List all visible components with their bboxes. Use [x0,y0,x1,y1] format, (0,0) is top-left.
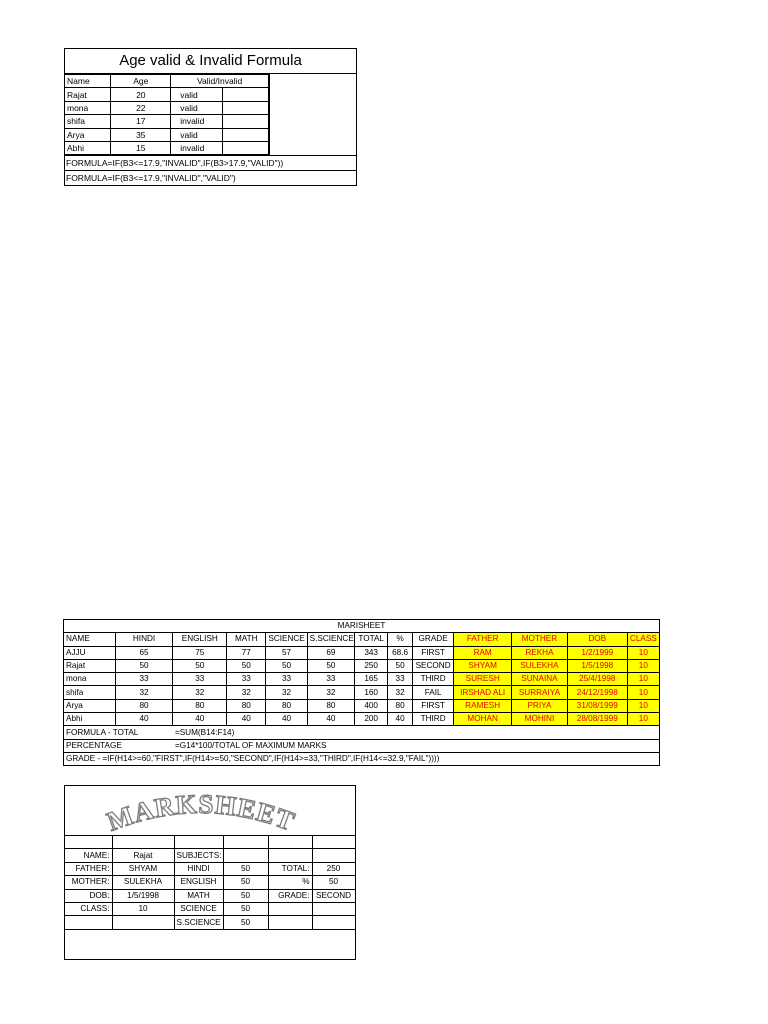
sscience-cell[interactable]: 40 [307,713,355,726]
total-cell[interactable]: 400 [355,699,388,712]
empty-cell[interactable] [312,836,355,849]
formula-total[interactable]: =SUM(B14:F14) [173,726,660,739]
student-row [64,659,660,672]
name-cell[interactable]: shifa [64,686,116,699]
total-cell[interactable]: 250 [355,659,388,672]
pct-label[interactable]: % [268,876,312,889]
name-cell[interactable]: Rajat [65,88,111,101]
age-cell[interactable]: 15 [111,141,171,154]
science-cell[interactable]: 57 [266,646,307,659]
formula-grade-row [64,752,660,765]
card-table [65,835,356,930]
header-cell[interactable]: MATH [227,633,266,646]
name-cell[interactable]: mona [65,101,111,114]
father-cell[interactable]: IRSHAD ALI [454,686,512,699]
hindi-cell[interactable]: 50 [115,659,173,672]
subject-mark[interactable]: 50 [223,902,268,915]
name-cell[interactable]: Arya [65,128,111,141]
age-sheet-title: Age valid & Invalid Formula [65,49,356,74]
sscience-cell[interactable]: 69 [307,646,355,659]
svg-text:MARKSHEET [103,790,299,837]
mother-cell[interactable]: SUNAINA [512,673,568,686]
logo-text: MARKSHEET [103,790,300,837]
marksheet-header-row [64,633,660,646]
pct-cell[interactable]: 40 [388,713,413,726]
subject-mark[interactable]: 50 [223,889,268,902]
subject-name[interactable]: S.SCIENCE [174,916,223,929]
math-cell[interactable]: 50 [227,659,266,672]
class-cell[interactable]: 10 [627,713,659,726]
father-cell[interactable]: SHYAM [454,659,512,672]
dob-cell[interactable]: 1/5/1998 [567,659,627,672]
subject-name[interactable]: ENGLISH [174,876,223,889]
subjects-label[interactable]: SUBJECTS: [174,849,223,862]
header-cell[interactable]: % [388,633,413,646]
marksheet-wordart-logo [101,790,301,838]
father-cell[interactable]: RAM [454,646,512,659]
total-value[interactable]: 250 [312,862,355,875]
formula-grade[interactable]: GRADE - =IF(H14>=60,"FIRST",IF(H14>=50,"SECOND",IF(H14>=33,"THIRD",IF(H14<=32.9,"FAIL")))) [64,752,660,765]
hindi-cell[interactable]: 65 [115,646,173,659]
grade-label[interactable]: GRADE: [268,889,312,902]
status-cell[interactable]: valid [171,101,223,114]
age-row [65,101,269,114]
card-row [65,916,355,929]
age-cell[interactable]: 17 [111,115,171,128]
student-row [64,699,660,712]
empty-cell[interactable] [268,902,312,915]
total-cell[interactable]: 200 [355,713,388,726]
father-cell[interactable]: SURESH [454,673,512,686]
empty-cell[interactable] [223,101,269,114]
science-cell[interactable]: 32 [266,686,307,699]
name-cell[interactable]: Abhi [65,141,111,154]
empty-cell[interactable] [112,916,174,929]
empty-cell[interactable] [223,849,268,862]
empty-cell[interactable] [312,916,355,929]
grade-value[interactable]: SECOND [312,889,355,902]
card-row [65,849,355,862]
name-cell[interactable]: AJJU [64,646,116,659]
card-blank-row [65,836,355,849]
age-row [65,128,269,141]
empty-cell[interactable] [223,836,268,849]
marksheet-table [63,619,660,766]
mother-value[interactable]: SULEKHA [112,876,174,889]
english-cell[interactable]: 40 [173,713,227,726]
empty-cell[interactable] [223,115,269,128]
dob-label[interactable]: DOB: [65,889,112,902]
formula-total-row [64,726,660,739]
subject-name[interactable]: HINDI [174,862,223,875]
empty-cell[interactable] [223,141,269,154]
pct-cell[interactable]: 33 [388,673,413,686]
pct-cell[interactable]: 68.6 [388,646,413,659]
math-cell[interactable]: 40 [227,713,266,726]
english-cell[interactable]: 32 [173,686,227,699]
total-label[interactable]: TOTAL: [268,862,312,875]
science-cell[interactable]: 40 [266,713,307,726]
empty-cell[interactable] [312,902,355,915]
empty-cell[interactable] [312,849,355,862]
empty-cell[interactable] [223,128,269,141]
student-row [64,646,660,659]
card-row [65,862,355,875]
status-cell[interactable]: invalid [171,115,223,128]
name-cell[interactable]: Arya [64,699,116,712]
header-cell[interactable]: ENGLISH [173,633,227,646]
header-valid-cell[interactable]: Valid/Invalid [171,75,269,88]
student-row [64,686,660,699]
age-formula-sheet [64,48,357,186]
class-cell[interactable]: 10 [627,686,659,699]
age-cell[interactable]: 20 [111,88,171,101]
mother-cell[interactable]: PRIYA [512,699,568,712]
header-age-cell[interactable]: Age [111,75,171,88]
empty-cell[interactable] [65,836,112,849]
dob-cell[interactable]: 1/2/1999 [567,646,627,659]
empty-cell[interactable] [268,836,312,849]
hindi-cell[interactable]: 32 [115,686,173,699]
mother-cell[interactable]: SURRAIYA [512,686,568,699]
header-cell[interactable]: DOB [567,633,627,646]
total-cell[interactable]: 343 [355,646,388,659]
age-cell[interactable]: 35 [111,128,171,141]
sscience-cell[interactable]: 50 [307,659,355,672]
dob-cell[interactable]: 28/08/1999 [567,713,627,726]
hindi-cell[interactable]: 33 [115,673,173,686]
card-row [65,889,355,902]
marksheet-body [64,646,660,726]
age-header-row [65,75,269,88]
formula-pct-row [64,739,660,752]
name-value[interactable]: Rajat [112,849,174,862]
hindi-cell[interactable]: 40 [115,713,173,726]
subject-mark[interactable]: 50 [223,916,268,929]
age-cell[interactable]: 22 [111,101,171,114]
class-cell[interactable]: 10 [627,646,659,659]
header-cell[interactable]: HINDI [115,633,173,646]
dob-cell[interactable]: 25/4/1998 [567,673,627,686]
english-cell[interactable]: 50 [173,659,227,672]
pct-cell[interactable]: 80 [388,699,413,712]
status-cell[interactable]: invalid [171,141,223,154]
formula-pct-label[interactable]: PERCENTAGE [64,739,173,752]
age-formula-2[interactable]: FORMULA=IF(B3<=17.9,"INVALID","VALID") [65,170,356,185]
header-cell[interactable]: SCIENCE [266,633,307,646]
total-cell[interactable]: 165 [355,673,388,686]
name-cell[interactable]: shifa [65,115,111,128]
empty-cell[interactable] [112,836,174,849]
name-cell[interactable]: Abhi [64,713,116,726]
name-cell[interactable]: mona [64,673,116,686]
father-cell[interactable]: RAMESH [454,699,512,712]
card-row [65,902,355,915]
sscience-cell[interactable]: 33 [307,673,355,686]
header-cell[interactable]: S.SCIENCE [307,633,355,646]
class-value[interactable]: 10 [112,902,174,915]
mother-cell[interactable]: REKHA [512,646,568,659]
class-label[interactable]: CLASS: [65,902,112,915]
science-cell[interactable]: 80 [266,699,307,712]
math-cell[interactable]: 33 [227,673,266,686]
mother-cell[interactable]: SULEKHA [512,659,568,672]
age-row [65,115,269,128]
marksheet-title-row [64,620,660,633]
age-empty-area [269,74,356,155]
english-cell[interactable]: 33 [173,673,227,686]
empty-cell[interactable] [174,836,223,849]
header-name-cell[interactable]: Name [65,75,111,88]
grade-cell[interactable]: FIRST [412,646,453,659]
total-cell[interactable]: 160 [355,686,388,699]
empty-cell[interactable] [223,88,269,101]
class-cell[interactable]: 10 [627,673,659,686]
english-cell[interactable]: 80 [173,699,227,712]
hindi-cell[interactable]: 80 [115,699,173,712]
header-cell[interactable]: GRADE [412,633,453,646]
pct-cell[interactable]: 50 [388,659,413,672]
class-cell[interactable]: 10 [627,659,659,672]
subject-mark[interactable]: 50 [223,862,268,875]
dob-cell[interactable]: 31/08/1999 [567,699,627,712]
student-row [64,713,660,726]
grade-cell[interactable]: FIRST [412,699,453,712]
card-row [65,876,355,889]
formula-pct[interactable]: =G14*100/TOTAL OF MAXIMUM MARKS [173,739,660,752]
age-table [65,74,269,155]
subject-mark[interactable]: 50 [223,876,268,889]
pct-value[interactable]: 50 [312,876,355,889]
dob-value[interactable]: 1/5/1998 [112,889,174,902]
class-cell[interactable]: 10 [627,699,659,712]
mother-label[interactable]: MOTHER: [65,876,112,889]
status-cell[interactable]: valid [171,88,223,101]
science-cell[interactable]: 50 [266,659,307,672]
grade-cell[interactable]: THIRD [412,713,453,726]
age-row [65,141,269,154]
grade-cell[interactable]: FAIL [412,686,453,699]
subject-name[interactable]: SCIENCE [174,902,223,915]
header-cell[interactable]: MOTHER [512,633,568,646]
sscience-cell[interactable]: 32 [307,686,355,699]
header-cell[interactable]: NAME [64,633,116,646]
age-formula-1[interactable]: FORMULA=IF(B3<=17.9,"INVALID",IF(B3>17.9,"VALID")) [65,155,356,170]
marksheet-title[interactable]: MARISHEET [64,620,660,633]
name-cell[interactable]: Rajat [64,659,116,672]
dob-cell[interactable]: 24/12/1998 [567,686,627,699]
science-cell[interactable]: 33 [266,673,307,686]
mother-cell[interactable]: MOHINI [512,713,568,726]
empty-cell[interactable] [268,916,312,929]
empty-cell[interactable] [65,916,112,929]
status-cell[interactable]: valid [171,128,223,141]
grade-cell[interactable]: SECOND [412,659,453,672]
father-label[interactable]: FATHER: [65,862,112,875]
name-label[interactable]: NAME: [65,849,112,862]
english-cell[interactable]: 75 [173,646,227,659]
pct-cell[interactable]: 32 [388,686,413,699]
math-cell[interactable]: 77 [227,646,266,659]
student-row [64,673,660,686]
subject-name[interactable]: MATH [174,889,223,902]
math-cell[interactable]: 32 [227,686,266,699]
header-cell[interactable]: CLASS [627,633,659,646]
formula-total-label[interactable]: FORMULA - TOTAL [64,726,173,739]
father-cell[interactable]: MOHAN [454,713,512,726]
sscience-cell[interactable]: 80 [307,699,355,712]
student-marksheet-card [64,785,356,960]
grade-cell[interactable]: THIRD [412,673,453,686]
father-value[interactable]: SHYAM [112,862,174,875]
header-cell[interactable]: FATHER [454,633,512,646]
empty-cell[interactable] [268,849,312,862]
age-row [65,88,269,101]
math-cell[interactable]: 80 [227,699,266,712]
header-cell[interactable]: TOTAL [355,633,388,646]
